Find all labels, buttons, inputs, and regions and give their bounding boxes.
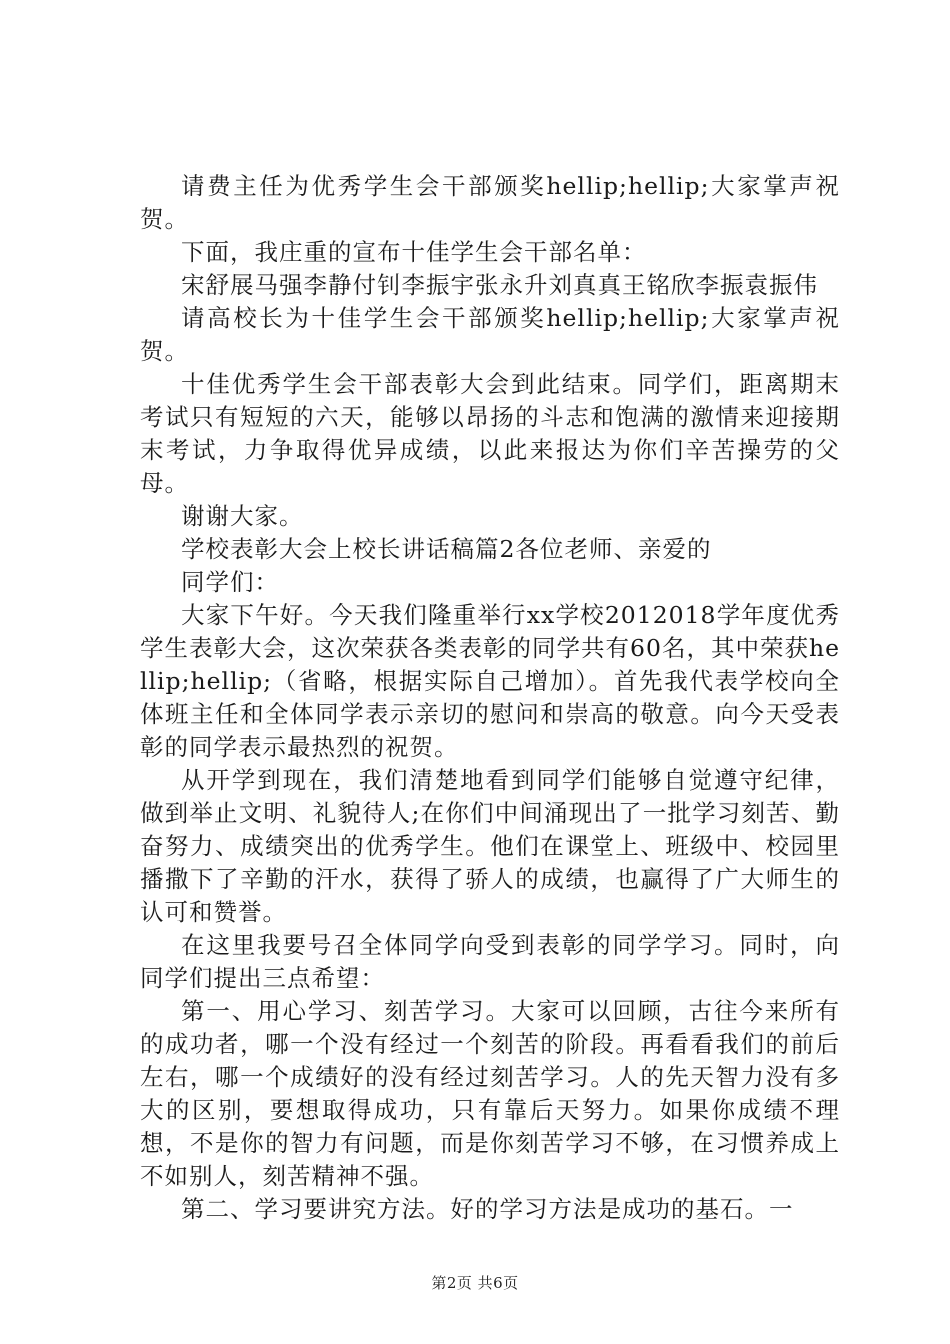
paragraph: 宋舒展马强李静付钊李振宇张永升刘真真王铭欣李振袁振伟 <box>181 271 818 299</box>
paragraph: 从开学到现在，我们清楚地看到同学们能够自觉遵守纪律，做到举止文明、礼貌待人;在你们中间涌现出了一批学习刻苦、勤奋努力、成绩突出的优秀学生。他们在课堂上、班级中、校园里播撒下了辛勤的汗水，获得了骄人的成绩，也赢得了广大师生的认可和赞誉。 <box>140 766 840 926</box>
paragraph: 同学们： <box>181 568 279 596</box>
paragraph: 第二、学习要讲究方法。好的学习方法是成功的基石。一 <box>181 1195 794 1223</box>
paragraph: 下面，我庄重的宣布十佳学生会干部名单： <box>181 238 647 266</box>
document-body <box>140 170 840 1226</box>
paragraph: 请高校长为十佳学生会干部颁奖hellip;hellip;大家掌声祝贺。 <box>140 304 840 365</box>
page-number-label: 第2页 共6页 <box>431 1274 519 1292</box>
page-footer <box>0 1272 950 1293</box>
paragraph: 请费主任为优秀学生会干部颁奖hellip;hellip;大家掌声祝贺。 <box>140 172 840 233</box>
paragraph: 在这里我要号召全体同学向受到表彰的同学学习。同时，向同学们提出三点希望： <box>140 931 840 992</box>
paragraph: 第一、用心学习、刻苦学习。大家可以回顾，古往今来所有的成功者，哪一个没有经过一个刻苦的阶段。再看看我们的前后左右，哪一个成绩好的没有经过刻苦学习。人的先天智力没有多大的区别，要想取得成功，只有靠后天努力。如果你成绩不理想，不是你的智力有问题，而是你刻苦学习不够，在习惯养成上不如别人，刻苦精神不强。 <box>140 997 840 1190</box>
paragraph: 谢谢大家。 <box>181 502 304 530</box>
paragraph: 大家下午好。今天我们隆重举行xx学校2012018学年度优秀学生表彰大会，这次荣获各类表彰的同学共有60名，其中荣获hellip;hellip;（省略，根据实际自己增加）。首先我代表学校向全体班主任和全体同学表示亲切的慰问和崇高的敬意。向今天受表彰的同学表示最热烈的祝贺。 <box>140 601 840 761</box>
paragraph: 十佳优秀学生会干部表彰大会到此结束。同学们，距离期末考试只有短短的六天，能够以昂扬的斗志和饱满的激情来迎接期末考试，力争取得优异成绩，以此来报达为你们辛苦操劳的父母。 <box>140 370 840 497</box>
paragraph: 学校表彰大会上校长讲话稿篇2各位老师、亲爱的 <box>181 535 712 563</box>
